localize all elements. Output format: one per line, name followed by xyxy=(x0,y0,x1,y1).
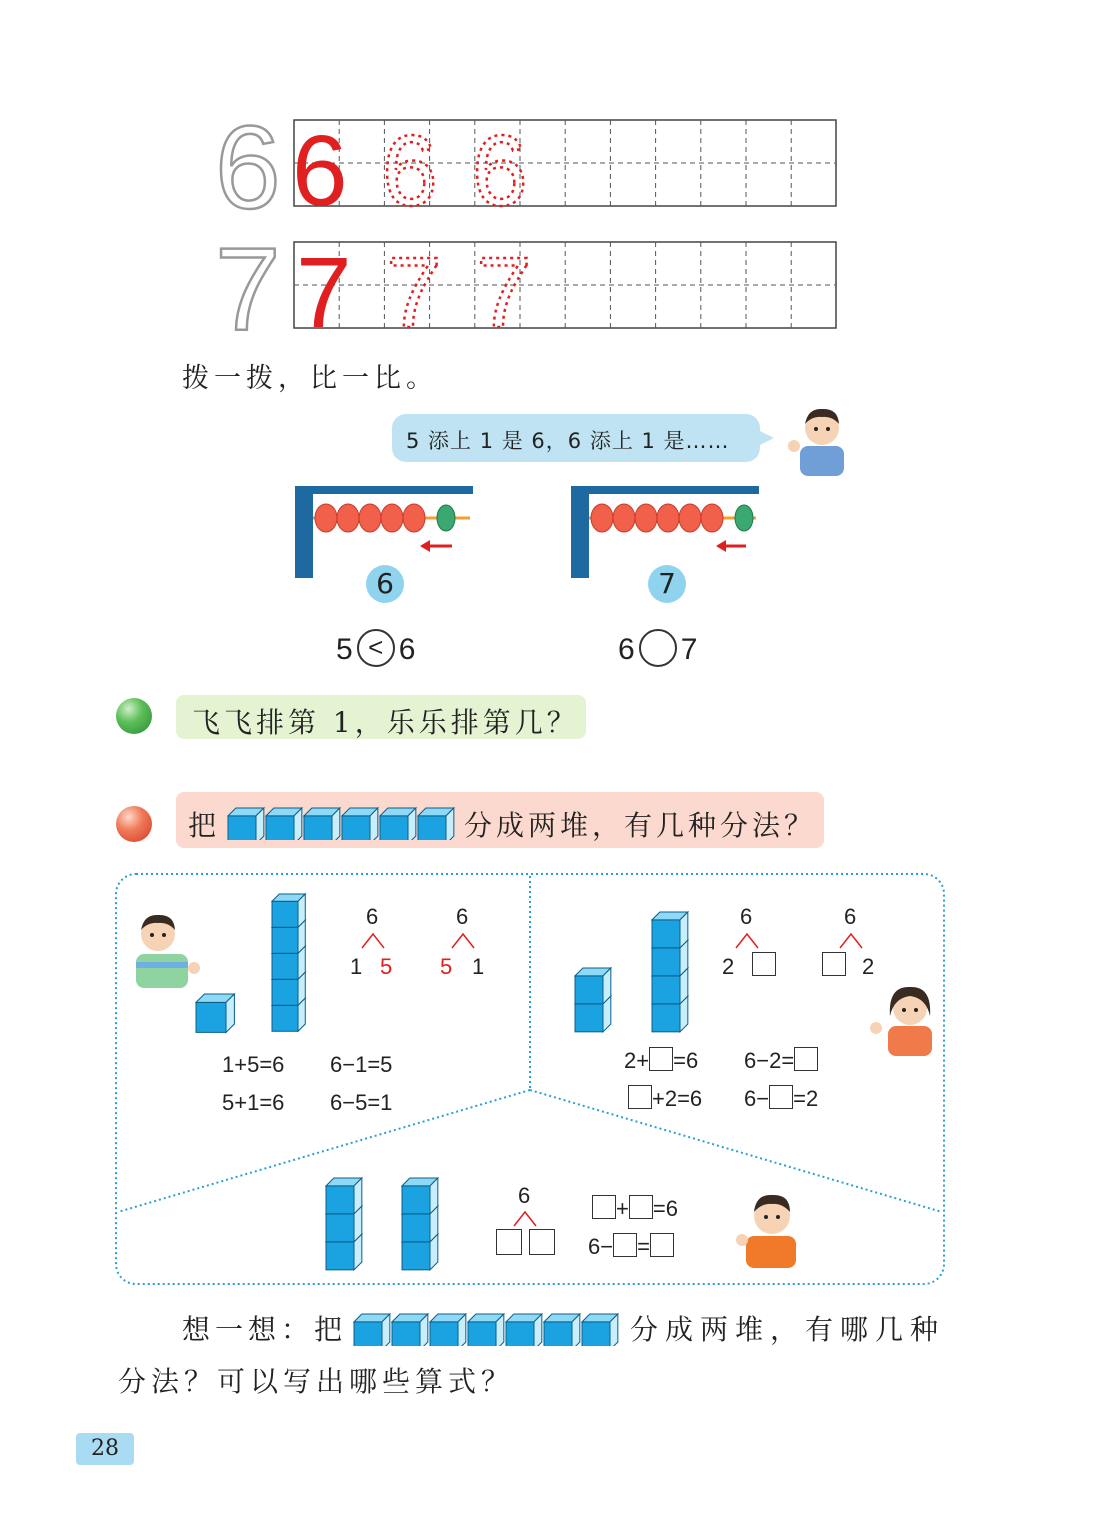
green-ball-icon xyxy=(116,698,152,734)
tree4-right: 2 xyxy=(862,954,875,979)
compare-left xyxy=(336,632,415,670)
tree5-top: 6 xyxy=(518,1183,531,1208)
girl-avatar xyxy=(866,982,940,1058)
eq-right-3-blank[interactable] xyxy=(628,1085,652,1109)
compare-left-sign: < xyxy=(357,629,395,667)
cube xyxy=(380,808,416,840)
eq-bottom-1 xyxy=(592,1196,678,1222)
eq-left-4: 6−5=1 xyxy=(330,1090,393,1115)
eq-bottom-2-blank-b[interactable] xyxy=(650,1233,674,1257)
think-prefix: 想一想：把 xyxy=(182,1313,348,1346)
cube xyxy=(544,1314,580,1346)
number-6-badge: 6 xyxy=(366,565,404,603)
red-bead xyxy=(315,504,337,532)
eq-bottom-1-plus: + xyxy=(616,1196,629,1221)
red-bead xyxy=(679,504,701,532)
speech-bubble xyxy=(392,414,760,462)
compare-right-b: 7 xyxy=(680,632,698,666)
eq-right-4-blank[interactable] xyxy=(769,1085,793,1109)
boy-orange-avatar xyxy=(734,1188,804,1270)
compare-right-a: 6 xyxy=(618,632,635,666)
tree4-branch xyxy=(838,930,864,950)
tree2-left: 5 xyxy=(440,954,453,979)
eq-right-3b: +2=6 xyxy=(652,1086,703,1111)
cube xyxy=(575,968,611,1004)
cube xyxy=(652,912,688,948)
eq-left-2: 6−1=5 xyxy=(330,1052,393,1077)
think-line2: 分法？可以写出哪些算式？ xyxy=(118,1365,515,1398)
compare-right xyxy=(618,632,697,670)
question-2-bar xyxy=(176,792,824,848)
number-7-badge: 7 xyxy=(648,565,686,603)
eq-bottom-1-blank-a[interactable] xyxy=(592,1195,616,1219)
eq-right-2-blank[interactable] xyxy=(794,1047,818,1071)
sample-digit-6: 6 xyxy=(292,115,348,227)
cube xyxy=(266,808,302,840)
tree5-left-blank[interactable] xyxy=(496,1229,522,1255)
red-bead xyxy=(613,504,635,532)
tree4-left-blank[interactable] xyxy=(822,952,846,976)
eq-right-3 xyxy=(628,1086,702,1112)
tree1-top: 6 xyxy=(366,904,379,929)
eq-left-3: 5+1=6 xyxy=(222,1090,285,1115)
cube xyxy=(582,1314,618,1346)
question-2-suffix: 分成两堆，有几种分法？ xyxy=(464,809,817,842)
eq-bottom-1-eq: =6 xyxy=(652,1196,678,1221)
compare-left-a: 5 xyxy=(336,632,353,666)
seven-cubes-row-icon xyxy=(352,1308,628,1346)
compare-right-circle[interactable] xyxy=(639,629,677,667)
model-digit-6: 6 xyxy=(215,112,281,234)
eq-right-1-blank[interactable] xyxy=(649,1047,673,1071)
tree1-right: 5 xyxy=(380,954,393,979)
question-1-text: 飞飞排第 1，乐乐排第几？ xyxy=(192,706,579,739)
trace-digit-7a: 7 xyxy=(386,237,442,337)
writing-practice xyxy=(210,112,850,337)
speech-text: 5 添上 1 是 6，6 添上 1 是…… xyxy=(406,429,730,453)
tree5-right-blank[interactable] xyxy=(529,1229,555,1255)
tree1-branch xyxy=(360,930,386,950)
cube xyxy=(326,1178,362,1214)
tree4-top: 6 xyxy=(844,904,857,929)
cube xyxy=(468,1314,504,1346)
cube xyxy=(506,1314,542,1346)
page-number: 28 xyxy=(76,1433,134,1465)
eq-bottom-2 xyxy=(588,1234,674,1260)
cube xyxy=(228,808,264,840)
cube xyxy=(354,1314,390,1346)
red-bead xyxy=(359,504,381,532)
eq-right-1a: 2+ xyxy=(624,1048,650,1073)
eq-bottom-2-blank-a[interactable] xyxy=(613,1233,637,1257)
instruction-text: 拨一拨，比一比。 xyxy=(182,363,438,394)
compare-left-b: 6 xyxy=(398,632,416,666)
cube xyxy=(196,994,234,1032)
tree2-branch xyxy=(450,930,476,950)
eq-right-4a: 6− xyxy=(744,1086,770,1111)
eq-right-1 xyxy=(624,1048,698,1074)
cube xyxy=(342,808,378,840)
eq-bottom-1-blank-b[interactable] xyxy=(629,1195,653,1219)
eq-bottom-2a: 6− xyxy=(588,1234,614,1259)
cube xyxy=(304,808,340,840)
eq-right-4 xyxy=(744,1086,818,1112)
question-1-bar xyxy=(176,695,586,739)
trace-digit-6a: 6 xyxy=(382,115,438,227)
red-bead xyxy=(591,504,613,532)
tree2-right: 1 xyxy=(472,954,485,979)
tree3-right-blank[interactable] xyxy=(752,952,776,976)
eq-right-1b: =6 xyxy=(673,1048,699,1073)
tree1-left: 1 xyxy=(350,954,363,979)
green-bead xyxy=(735,505,753,531)
tree5-branch xyxy=(512,1208,538,1228)
trace-digit-7b: 7 xyxy=(476,237,532,337)
cube xyxy=(430,1314,466,1346)
model-digit-7: 7 xyxy=(215,224,281,337)
eq-bottom-2-eq: = xyxy=(637,1234,650,1259)
red-bead xyxy=(635,504,657,532)
eq-right-2a: 6−2= xyxy=(744,1048,795,1073)
red-bead xyxy=(403,504,425,532)
tree2-top: 6 xyxy=(456,904,469,929)
boy-green-avatar xyxy=(130,910,206,990)
red-ball-icon xyxy=(116,806,152,842)
eq-right-2 xyxy=(744,1048,818,1074)
trace-digit-6b: 6 xyxy=(472,115,528,227)
tree3-left: 2 xyxy=(722,954,735,979)
red-bead xyxy=(381,504,403,532)
cube xyxy=(402,1178,438,1214)
eq-right-4b: =2 xyxy=(793,1086,819,1111)
cube xyxy=(392,1314,428,1346)
sample-digit-7: 7 xyxy=(296,237,352,337)
eq-left-1: 1+5=6 xyxy=(222,1052,285,1077)
six-cubes-row-icon xyxy=(226,804,464,840)
cube xyxy=(418,808,454,840)
green-bead xyxy=(437,505,455,531)
tree3-top: 6 xyxy=(740,904,753,929)
tree3-branch xyxy=(734,930,760,950)
red-bead xyxy=(337,504,359,532)
question-2-prefix: 把 xyxy=(188,809,221,842)
red-bead xyxy=(701,504,723,532)
boy-avatar xyxy=(786,402,852,476)
cube xyxy=(272,894,305,927)
red-bead xyxy=(657,504,679,532)
think-suffix: 分成两堆，有哪几种 xyxy=(630,1313,946,1346)
